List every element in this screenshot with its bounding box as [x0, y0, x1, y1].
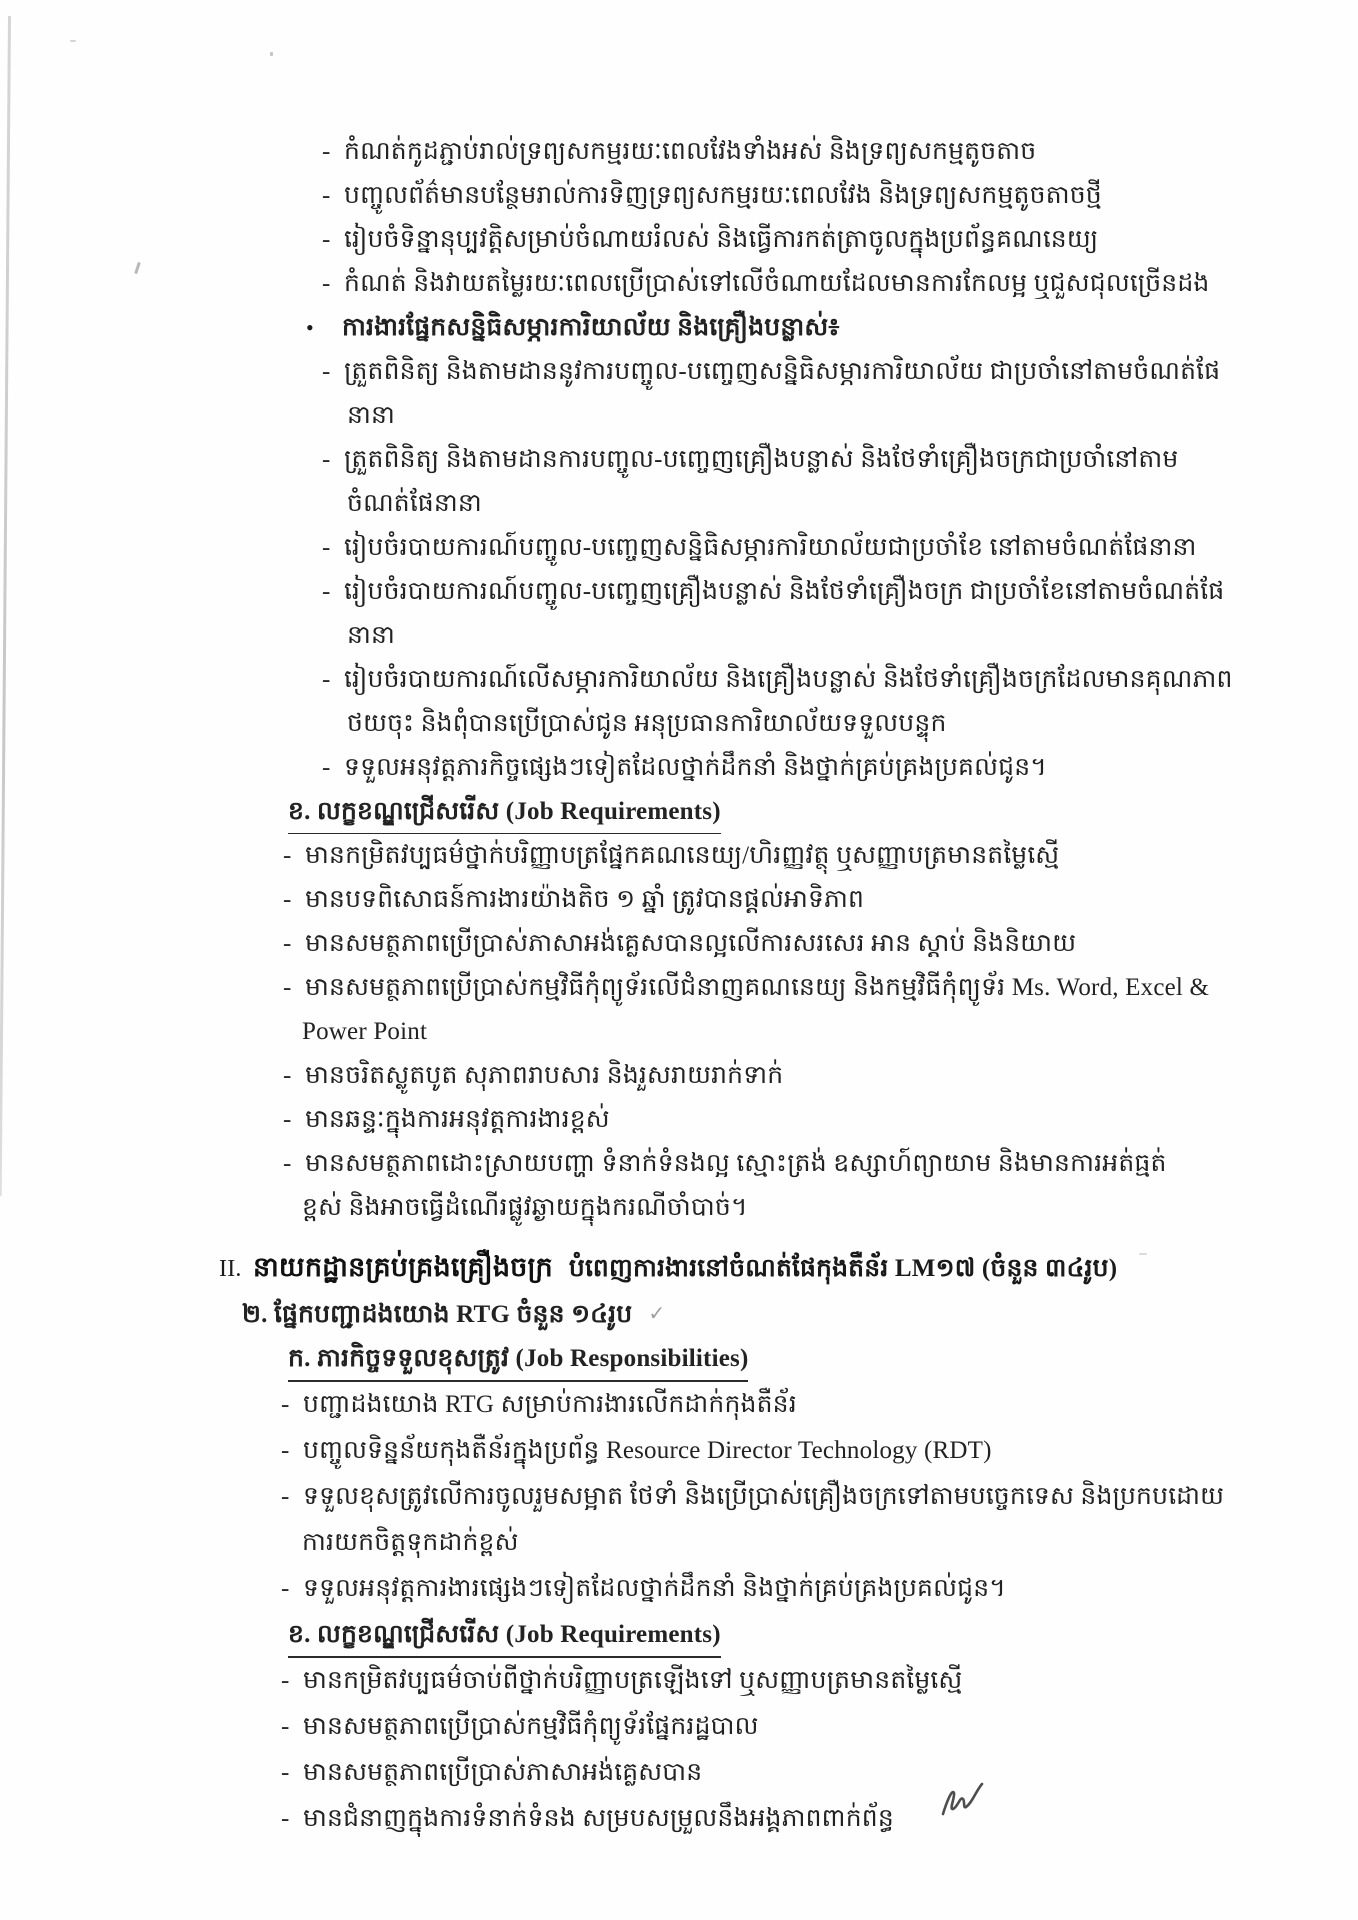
duty-item-text: រៀបចំទិន្នានុប្បវត្តិសម្រាប់ចំណាយរំលស់ និងធ្វើការកត់ត្រាចូលក្នុងប្រព័ន្ធគណនេយ្យ: [344, 226, 1099, 253]
dash-marker: -: [322, 446, 331, 473]
duty-item-line: [0, 130, 1348, 174]
inventory-item-line: [0, 746, 1348, 790]
inventory-subheading-text: ការងារផ្នែកសន្និធិសម្ភារការិយាល័យ និងគ្រឿងបន្លាស់៖: [342, 314, 840, 341]
requirement-item-line: [0, 1704, 1348, 1750]
dash-marker: -: [322, 138, 331, 165]
inventory-subheading: [0, 306, 1348, 350]
requirement-item-text: មានសមត្ថភាពប្រើប្រាស់កម្មវិធីកុំព្យូទ័រលើជំនាញគណនេយ្យ និងកម្មវិធីកុំព្យូទ័រ Ms. Word, Excel &: [305, 974, 1210, 1001]
continuation-text: ថយចុះ និងពុំបានប្រើប្រាស់ជូន អនុប្រធានការិយាល័យទទួលបន្ទុក: [347, 710, 947, 737]
dash-marker: -: [283, 1106, 292, 1133]
dash-marker: -: [322, 358, 331, 385]
continuation-line: [0, 482, 1348, 526]
scan-speck: [70, 40, 76, 42]
inventory-item-text: ទទួលអនុវត្តភារកិច្ចផ្សេងៗទៀតដែលថ្នាក់ដឹកនាំ និងថ្នាក់គ្រប់គ្រងប្រគល់ជូន។: [344, 754, 1047, 781]
handwritten-initials: [938, 1778, 1000, 1824]
dash-marker: -: [283, 842, 292, 869]
section-gap: [0, 1230, 1348, 1244]
responsibilities-heading-text: ក. ភារកិច្ចទទួលខុសត្រូវ (Job Responsibilities): [288, 1339, 748, 1382]
dash-marker: -: [283, 886, 292, 913]
continuation-text: ខ្ពស់ និងអាចធ្វើដំណើរផ្លូវឆ្ងាយក្នុងករណីចាំបាច់។: [302, 1194, 748, 1221]
inventory-item-text: ត្រួតពិនិត្យ និងតាមដានការបញ្ចូល-បញ្ចេញគ្រឿងបន្លាស់ និងថែទាំគ្រឿងចក្រជាប្រចាំនៅតាម: [344, 446, 1179, 473]
dash-marker: -: [281, 1575, 290, 1602]
duty-item-line: [0, 218, 1348, 262]
requirement-item-text: មានចរិតស្លូតបូត សុភាពរាបសារ និងរួសរាយរាក់ទាក់: [305, 1062, 784, 1089]
continuation-line: [0, 1010, 1348, 1054]
dash-marker: -: [283, 1062, 292, 1089]
dash-marker: -: [281, 1667, 290, 1694]
dash-marker: -: [322, 226, 331, 253]
inventory-item-line: [0, 438, 1348, 482]
inventory-item-line: [0, 658, 1348, 702]
requirements-heading: [0, 1612, 1348, 1658]
responsibility-item-text: ទទួលអនុវត្តការងារផ្សេងៗទៀតដែលថ្នាក់ដឹកនាំ និងថ្នាក់គ្រប់គ្រងប្រគល់ជូន។: [303, 1575, 1006, 1602]
dash-marker: -: [281, 1437, 290, 1464]
requirement-item-text: មានបទពិសោធន៍ការងារយ៉ាងតិច ១ ឆ្នាំ ត្រូវបានផ្តល់អាទិភាព: [305, 886, 865, 913]
responsibility-item-text: បញ្ចូលទិន្នន័យកុងតឺន័រក្នុងប្រព័ន្ធ Resource Director Technology (RDT): [303, 1437, 992, 1464]
subsection-heading-text: ២. ផ្នែកបញ្ជាដងយោង RTG ចំនួន ១៤រូប: [242, 1301, 633, 1328]
dash-marker: -: [322, 754, 331, 781]
dash-marker: -: [322, 270, 331, 297]
duty-item-line: [0, 174, 1348, 218]
dash-marker: -: [281, 1805, 290, 1832]
continuation-text: នានា: [347, 622, 396, 649]
continuation-line: [0, 702, 1348, 746]
responsibility-item-text: ទទួលខុសត្រូវលើការចូលរួមសម្អាត ថែទាំ និងប្រើប្រាស់គ្រឿងចក្រទៅតាមបច្ចេកទេស និងប្រកបដោយ: [303, 1483, 1225, 1510]
continuation-text: ការយកចិត្តទុកដាក់ខ្ពស់: [302, 1529, 519, 1556]
requirement-item-line: [0, 1796, 1348, 1842]
inventory-item-line: [0, 350, 1348, 394]
requirement-item-text: មានសមត្ថភាពដោះស្រាយបញ្ហា ទំនាក់ទំនងល្អ ស្មោះត្រង់ ឧស្សាហ៍ព្យាយាម និងមានការអត់ធ្មត់: [305, 1150, 1167, 1177]
requirements-heading-text: ខ. លក្ខខណ្ឌជ្រើសរើស (Job Requirements): [288, 792, 721, 834]
scan-speck: [270, 52, 273, 56]
requirement-item-line: [0, 1054, 1348, 1098]
dash-marker: -: [281, 1483, 290, 1510]
inventory-item-text: រៀបចំរបាយការណ៍លើសម្ភារការិយាល័យ និងគ្រឿងបន្លាស់ និងថែទាំគ្រឿងចក្រដែលមានគុណភាព: [344, 666, 1233, 693]
requirement-item-line: [0, 1750, 1348, 1796]
duty-item-text: បញ្ចូលព័ត៌មានបន្ថែមរាល់ការទិញទ្រព្យសកម្មរយៈពេលវែង និងទ្រព្យសកម្មតូចតាចថ្មី: [344, 182, 1102, 209]
responsibility-item-line: [0, 1474, 1348, 1520]
responsibility-item-line: [0, 1566, 1348, 1612]
pencil-checkmark: ✓: [648, 1301, 666, 1325]
document-content: [0, 130, 1348, 1842]
responsibilities-heading: [0, 1336, 1348, 1382]
inventory-item-line: [0, 526, 1348, 570]
duty-item-line: [0, 262, 1348, 306]
dash-marker: -: [283, 974, 292, 1001]
dash-marker: -: [322, 182, 331, 209]
department-title: នាយកដ្ឋានគ្រប់គ្រងគ្រឿងចក្រ: [253, 1252, 553, 1282]
dash-marker: -: [283, 1150, 292, 1177]
requirement-item-line: [0, 1142, 1348, 1186]
section-number: II.: [219, 1256, 242, 1282]
requirements-heading: [0, 790, 1348, 834]
requirement-item-text: មានសមត្ថភាពប្រើប្រាស់កម្មវិធីកុំព្យូទ័រផ្នែករដ្ឋបាល: [303, 1713, 759, 1740]
inventory-item-text: រៀបចំរបាយការណ៍បញ្ចូល-បញ្ចេញគ្រឿងបន្លាស់ និងថែទាំគ្រឿងចក្រ ជាប្រចាំខែនៅតាមចំណត់ផែ: [344, 578, 1225, 605]
continuation-line: [0, 1186, 1348, 1230]
continuation-text: ចំណត់ផែនានា: [347, 490, 482, 517]
requirement-item-text: មានសមត្ថភាពប្រើប្រាស់ភាសាអង់គ្លេសបានល្អលើការសរសេរ អាន ស្តាប់ និងនិយាយ: [305, 930, 1077, 957]
department-detail: បំពេញការងារនៅចំណត់ផែកុងតឺន័រ LM១៧ (ចំនួន ៣៤រូប): [568, 1255, 1118, 1282]
dash-marker: -: [322, 534, 331, 561]
requirement-item-line: [0, 1098, 1348, 1142]
dash-marker: -: [281, 1713, 290, 1740]
requirement-item-text: មានកម្រិតវប្បធម៌ថ្នាក់បរិញ្ញាបត្រផ្នែកគណនេយ្យ/ហិរញ្ញវត្ថុ ឬសញ្ញាបត្រមានតម្លៃស្មើ: [305, 842, 1060, 869]
inventory-item-text: រៀបចំរបាយការណ៍បញ្ចូល-បញ្ចេញសន្និធិសម្ភារការិយាល័យជាប្រចាំខែ នៅតាមចំណត់ផែនានា: [344, 534, 1197, 561]
continuation-line: [0, 614, 1348, 658]
requirement-item-line: [0, 834, 1348, 878]
requirements-heading-text: ខ. លក្ខខណ្ឌជ្រើសរើស (Job Requirements): [288, 1615, 721, 1658]
requirement-item-line: [0, 1658, 1348, 1704]
dash-marker: -: [281, 1391, 290, 1418]
requirement-item-line: [0, 878, 1348, 922]
continuation-line: [0, 1520, 1348, 1566]
requirement-item-text: មានឆន្ទៈក្នុងការអនុវត្តការងារខ្ពស់: [305, 1106, 610, 1133]
subsection-heading: [0, 1290, 1348, 1336]
inventory-item-line: [0, 570, 1348, 614]
requirement-item-text: មានជំនាញក្នុងការទំនាក់ទំនង សម្របសម្រួលនឹងអង្គភាពពាក់ព័ន្ធ: [303, 1805, 894, 1832]
continuation-line: [0, 394, 1348, 438]
responsibility-item-text: បញ្ជាដងយោង RTG សម្រាប់ការងារលើកដាក់កុងតឺន័រ: [303, 1391, 797, 1418]
requirement-item-text: មានកម្រិតវប្បធម៌ចាប់ពីថ្នាក់បរិញ្ញាបត្រឡើងទៅ ឬសញ្ញាបត្រមានតម្លៃស្មើ: [303, 1667, 963, 1694]
inventory-item-text: ត្រួតពិនិត្យ និងតាមដាននូវការបញ្ចូល-បញ្ចេញសន្និធិសម្ភារការិយាល័យ ជាប្រចាំនៅតាមចំណត់ផែ: [344, 358, 1221, 385]
responsibility-item-line: [0, 1428, 1348, 1474]
requirement-item-text: មានសមត្ថភាពប្រើប្រាស់ភាសាអង់គ្លេសបាន: [303, 1759, 703, 1786]
requirement-item-line: [0, 966, 1348, 1010]
dash-marker: -: [322, 666, 331, 693]
section-2: [0, 1244, 1348, 1842]
dash-marker: -: [283, 930, 292, 957]
bullet-marker: •: [306, 315, 314, 340]
duty-item-text: កំណត់ និងវាយតម្លៃរយៈពេលប្រើប្រាស់ទៅលើចំណាយដែលមានការកែលម្អ ឬជួសជុលច្រើនដង: [344, 270, 1210, 297]
dash-marker: -: [322, 578, 331, 605]
requirement-item-line: [0, 922, 1348, 966]
continuation-text: Power Point: [302, 1018, 428, 1045]
responsibility-item-line: [0, 1382, 1348, 1428]
duty-item-text: កំណត់កូដភ្ជាប់រាល់ទ្រព្យសកម្មរយៈពេលវែងទាំងអស់ និងទ្រព្យសកម្មតូចតាច: [344, 138, 1037, 165]
dash-marker: -: [281, 1759, 290, 1786]
continuation-text: នានា: [347, 402, 396, 429]
department-heading: [0, 1244, 1348, 1290]
